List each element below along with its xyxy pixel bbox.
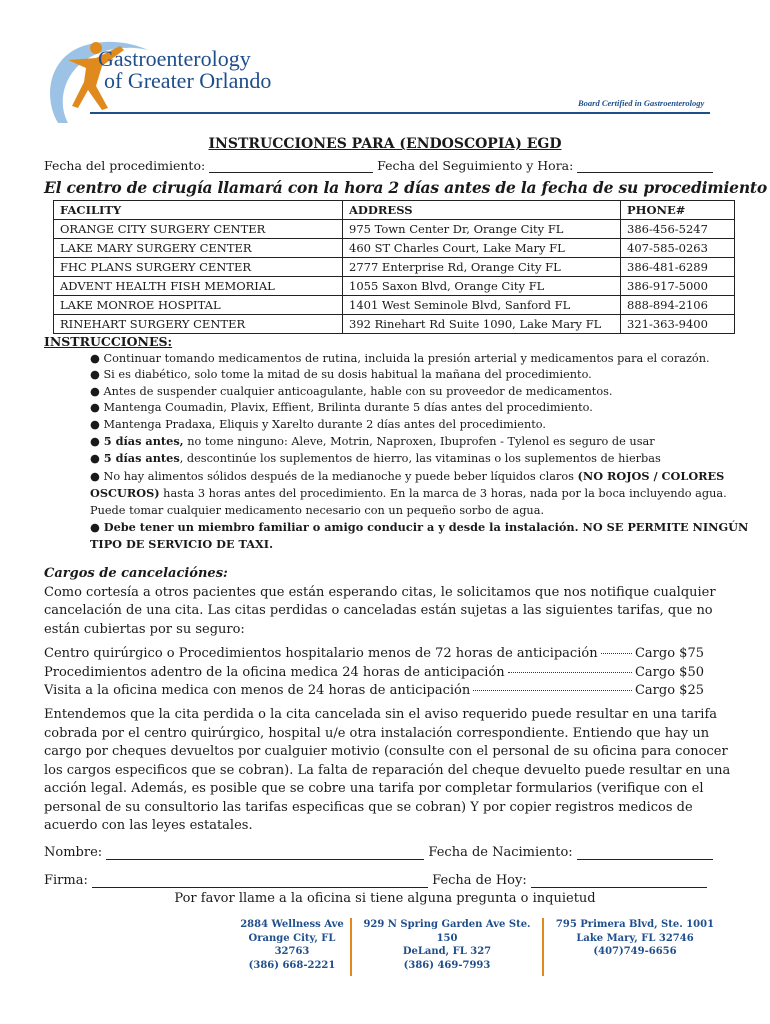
address-cell: 460 ST Charles Court, Lake Mary FL <box>343 239 621 258</box>
leader-dots <box>508 671 632 673</box>
dob-field[interactable] <box>577 846 713 860</box>
procedure-date-field[interactable] <box>209 161 373 173</box>
phone-cell: 321-363-9400 <box>621 315 735 334</box>
header-rule <box>90 112 710 114</box>
office-address-lake-mary <box>555 918 715 959</box>
signature-field[interactable] <box>92 874 428 888</box>
facility-cell: ORANGE CITY SURGERY CENTER <box>54 220 343 239</box>
address-line: Lake Mary, FL 32746 <box>576 932 694 944</box>
office-address-deland <box>357 918 537 972</box>
col-header-address: ADDRESS <box>343 201 621 220</box>
address-line: Orange City, FL <box>248 932 336 944</box>
signature-label: Firma: <box>44 873 88 888</box>
page-title: INSTRUCCIONES PARA (ENDOSCOPIA) EGD <box>208 136 562 152</box>
list-item: ● Mantenga Coumadin, Plavix, Effient, Brilinta durante 5 días antes del procedimiento. <box>90 401 593 415</box>
address-cell: 1055 Saxon Blvd, Orange City FL <box>343 277 621 296</box>
address-line: (386) 469-7993 <box>403 959 491 971</box>
table-header-row <box>54 201 735 220</box>
instructions-list <box>90 351 750 554</box>
table-row <box>54 258 735 277</box>
list-item: ● Si es diabético, solo tome la mitad de su dosis habitual la mañana del procedimiento. <box>90 368 592 382</box>
list-item <box>90 519 750 554</box>
leader-dots <box>601 652 632 654</box>
today-field[interactable] <box>531 874 707 888</box>
address-line: 32763 <box>274 946 310 957</box>
address-cell: 975 Town Center Dr, Orange City FL <box>343 220 621 239</box>
fee-row <box>44 664 704 683</box>
facility-cell: LAKE MONROE HOSPITAL <box>54 296 343 315</box>
facility-cell: LAKE MARY SURGERY CENTER <box>54 239 343 258</box>
logo-line-2: of Greater Orlando <box>104 68 272 93</box>
today-label: Fecha de Hoy: <box>432 873 527 888</box>
cancellation-text: Como cortesía a otros pacientes que están esperando citas, le solicitamos que nos notifique cualquier cancelación de una cita. Las citas perdidas o canceladas están sujetas a las siguientes tarifas, que no están cubiertas por su seguro: <box>44 584 716 637</box>
facility-cell: RINEHART SURGERY CENTER <box>54 315 343 334</box>
address-divider <box>350 918 352 976</box>
name-field[interactable] <box>106 846 424 860</box>
tagline: Board Certified in Gastroenterology <box>578 98 705 108</box>
phone-cell: 386-456-5247 <box>621 220 735 239</box>
list-item: ● Mantenga Pradaxa, Eliquis y Xarelto durante 2 días antes del procedimiento. <box>90 417 546 431</box>
contact-note: Por favor llame a la oficina si tiene alguna pregunta o inquietud <box>174 891 596 906</box>
procedure-date-label: Fecha del procedimiento: <box>44 158 206 173</box>
col-header-phone: PHONE# <box>621 201 735 220</box>
address-line: DeLand, FL 327 <box>402 946 492 957</box>
address-cell: 2777 Enterprise Rd, Orange City FL <box>343 258 621 277</box>
list-item-text: , descontinúe los suplementos de hierro, las vitaminas o los suplementos de hierbas <box>179 452 661 466</box>
facility-cell: ADVENT HEALTH FISH MEMORIAL <box>54 277 343 296</box>
dates-row <box>44 158 713 173</box>
fee-description: Visita a la oficina medica con menos de 24 horas de anticipación <box>44 683 471 698</box>
table-row <box>54 315 735 334</box>
address-cell: 392 Rinehart Rd Suite 1090, Lake Mary FL <box>343 315 621 334</box>
list-item-emphasis: ● 5 días antes <box>90 451 180 466</box>
address-cell: 1401 West Seminole Blvd, Sanford FL <box>343 296 621 315</box>
followup-field[interactable] <box>577 161 713 173</box>
policy-paragraph: Entendemos que la cita perdida o la cita cancelada sin el aviso requerido puede resultar en una tarifa cobrada por el centro quirúrgico, hospital u/e otra instalación correspondiente. Entiendo que hay un cargo por cheques devueltos por cualguier motivio (consulte con el personal de su oficina para conocer los cargos especificos que se cobran). La falta de reparación del cheque devuelto puede resultar en una acción legal. Además, es posible que se cobre una tarifa por completar formularios (verifique con el personal de su consultorio las tarifas especificas que se cobran) Y por copier registros medicos de acuerdo con las leyes estatales. <box>44 707 731 833</box>
col-header-facility: FACILITY <box>54 201 343 220</box>
fee-charge: Cargo $75 <box>634 646 704 661</box>
phone-cell: 386-481-6289 <box>621 258 735 277</box>
name-row <box>44 845 713 860</box>
followup-label: Fecha del Seguimiento y Hora: <box>377 158 574 173</box>
fee-list <box>44 645 704 701</box>
fee-row <box>44 682 704 701</box>
list-item <box>90 433 750 450</box>
fee-description: Procedimientos adentro de la oficina medica 24 horas de anticipación <box>44 664 505 680</box>
list-item-emphasis: (NO ROJOS / COLORES OSCUROS) <box>90 468 725 501</box>
table-row <box>54 220 735 239</box>
signature-row <box>44 873 707 888</box>
logo-wordmark <box>98 48 271 92</box>
list-item-text: no tome ninguno: Aleve, Motrin, Naproxen, Ibuprofen - Tylenol es seguro de usar <box>183 435 655 449</box>
address-line: (407)749-6656 <box>593 946 677 957</box>
list-item <box>90 468 750 519</box>
fee-row <box>44 645 704 664</box>
address-line: 795 Primera Blvd, Ste. 1001 <box>555 919 715 930</box>
phone-cell: 407-585-0263 <box>621 239 735 258</box>
facility-table <box>53 200 735 334</box>
fee-charge: Cargo $50 <box>634 664 704 680</box>
list-item <box>90 450 750 467</box>
list-item-text: hasta 3 horas antes del procedimiento. En la marca de 3 horas, nada por la boca incluyendo agua. Puede tomar cualquier medicamento necesario con un pequeño sorbo de agua. <box>90 487 727 517</box>
logo-line-1: Gastroenterology <box>98 46 251 71</box>
cancellation-heading: Cargos de cancelaciónes: <box>44 566 228 581</box>
leader-dots <box>473 689 632 691</box>
address-line: 2884 Wellness Ave <box>240 919 344 930</box>
table-row <box>54 277 735 296</box>
table-row <box>54 296 735 315</box>
table-row <box>54 239 735 258</box>
phone-cell: 386-917-5000 <box>621 277 735 296</box>
surgery-center-notice: El centro de cirugía llamará con la hora 2 días antes de la fecha de su procedimiento <box>44 178 768 197</box>
address-line: (386) 668-2221 <box>248 959 336 971</box>
list-item: ● Continuar tomando medicamentos de rutina, incluida la presión arterial y medicamentos para el corazón. <box>90 352 710 365</box>
list-item-emphasis: ● 5 días antes, <box>90 434 184 449</box>
dob-label: Fecha de Nacimiento: <box>428 845 573 860</box>
phone-cell: 888-894-2106 <box>621 296 735 315</box>
instructions-heading: INSTRUCCIONES: <box>44 334 173 349</box>
facility-cell: FHC PLANS SURGERY CENTER <box>54 258 343 277</box>
name-label: Nombre: <box>44 845 103 860</box>
list-item-text: ● No hay alimentos sólidos después de la medianoche y puede beber líquidos claros <box>90 469 578 483</box>
address-line: 929 N Spring Garden Ave Ste. 150 <box>363 919 531 944</box>
address-divider <box>542 918 544 976</box>
list-item-emphasis: ● Debe tener un miembro familiar o amigo conducir a y desde la instalación. NO SE PERMITE NINGÚN TIPO DE SERVICIO DE TAXI. <box>90 520 749 552</box>
list-item: ● Antes de suspender cualquier anticoagulante, hable con su proveedor de medicamentos. <box>90 384 613 398</box>
fee-charge: Cargo $25 <box>634 683 704 698</box>
office-address-orange-city <box>232 918 352 972</box>
fee-description: Centro quirúrgico o Procedimientos hospitalario menos de 72 horas de anticipación <box>44 646 598 661</box>
cancellation-section <box>44 565 734 639</box>
